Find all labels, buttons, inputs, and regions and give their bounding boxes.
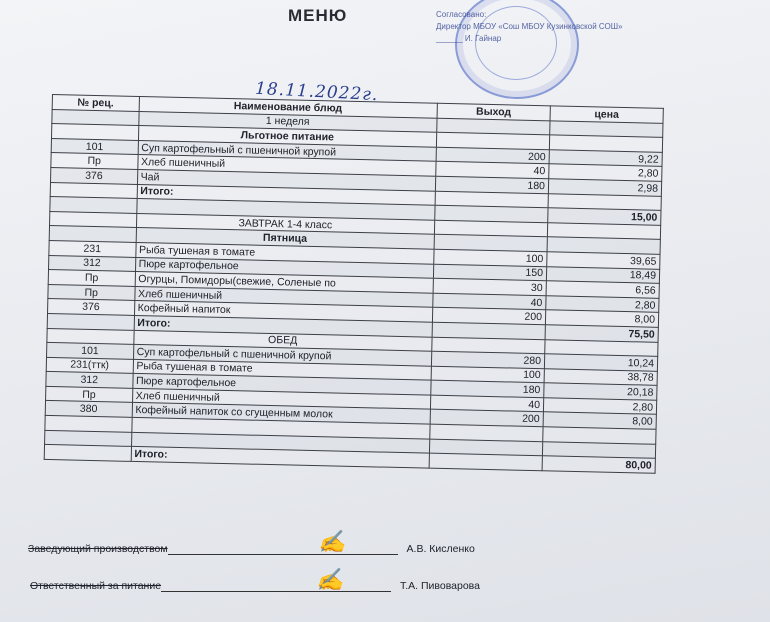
document-title: МЕНЮ [288,6,348,25]
cell-dish-name: 1 неделя [138,111,437,132]
manager-signature-glyph: ✍ [318,530,346,555]
cell-dish-name: Итого: [137,184,436,205]
cell-price: 2,98 [548,179,661,196]
manager-name: А.В. Кисленко [406,543,475,555]
cell-price: 15,00 [548,208,661,225]
handwritten-date: 18.11.2022г. [254,78,379,106]
manager-label: Заведующий производством [28,543,168,555]
cell-recipe-no [44,445,131,462]
cell-dish-name: ОБЕД [133,330,432,351]
cell-portion: 150 [433,264,546,281]
cell-portion: 280 [431,351,544,368]
responsible-label: Ответственный за питание [30,580,162,592]
column-header-price: цена [550,106,663,123]
cell-price: 10,24 [544,354,657,371]
cell-dish-name: Огурцы, Помидоры(свежие, Соленые по [135,272,434,293]
cell-dish-name: Чай [137,169,436,190]
cell-price: 38,78 [544,368,657,385]
cell-dish-name: Пюре картофельное [132,374,431,395]
cell-price: 2,80 [549,164,662,181]
cell-recipe-no: 231 [49,240,136,257]
column-header-dish-name: Наименование блюд [139,96,438,117]
column-header-portion: Выход [437,103,550,120]
cell-portion: 200 [436,147,549,164]
responsible-signature-glyph: ✍ [316,568,344,593]
menu-table [44,94,664,474]
cell-price: 20,18 [544,383,657,400]
cell-portion: 100 [434,249,547,266]
cell-portion: 40 [433,293,546,310]
cell-recipe-no: 380 [45,401,132,418]
cell-dish-name: Итого: [134,315,433,336]
signature-row-responsible [30,580,480,592]
cell-dish-name: Пюре картофельное [135,257,434,278]
cell-price: 9,22 [549,150,662,167]
cell-dish-name: Пятница [136,228,435,249]
cell-portion: 180 [435,176,548,193]
cell-dish-name: Хлеб пшеничный [132,388,431,409]
cell-recipe-no: 376 [48,299,135,316]
cell-dish-name: Рыба тушеная в томате [135,242,434,263]
cell-dish-name: Кофейный напиток со сгущенным молок [132,403,431,424]
cell-price: 2,80 [543,398,656,415]
cell-recipe-no: Пр [48,284,135,301]
cell-recipe-no: Пр [48,270,135,287]
cell-dish-name: Льготное питание [138,126,437,147]
approval-line-1: Согласовано: [436,10,487,19]
cell-dish-name: Кофейный напиток [134,301,433,322]
cell-price: 6,56 [546,281,659,298]
manager-signature-line [168,544,398,555]
cell-dish-name: Хлеб пшеничный [134,286,433,307]
cell-portion: 100 [431,366,544,383]
cell-portion: 180 [431,380,544,397]
cell-dish-name: Суп картофельный с пшеничной крупой [138,140,437,161]
signature-row-manager [28,543,475,555]
cell-portion [429,453,542,470]
cell-price: 18,49 [546,266,659,283]
cell-portion: 200 [430,410,543,427]
cell-price: 75,50 [545,325,658,342]
cell-dish-name: ЗАВТРАК 1-4 класс [136,213,435,234]
cell-recipe-no: 231(ттк) [46,357,133,374]
cell-price: 2,80 [546,295,659,312]
cell-recipe-no: Пр [46,386,133,403]
cell-price: 39,65 [547,252,660,269]
cell-dish-name: Суп картофельный с пшеничной крупой [133,345,432,366]
cell-portion: 40 [436,162,549,179]
cell-dish-name: Итого: [131,447,430,468]
menu-table-body [44,109,663,473]
cell-recipe-no: 101 [51,138,138,155]
cell-portion: 30 [433,278,546,295]
cell-dish-name: Хлеб пшеничный [137,155,436,176]
column-header-recipe-no: № рец. [52,95,139,112]
menu-table-wrapper [41,94,692,596]
cell-recipe-no: Пр [51,153,138,170]
cell-portion: 200 [432,308,545,325]
cell-portion: 40 [430,395,543,412]
cell-recipe-no: 101 [47,343,134,360]
cell-price: 8,00 [543,412,656,429]
cell-dish-name: Рыба тушеная в томате [133,359,432,380]
responsible-signature-line [161,581,391,592]
cell-recipe-no: 312 [49,255,136,272]
approval-block [436,9,736,45]
cell-price: 8,00 [545,310,658,327]
responsible-name: Т.А. Пивоварова [399,580,480,592]
approval-line-3: ______ И. Гайнар [436,34,502,43]
cell-price: 80,00 [542,456,655,473]
approval-line-2: Директор МБОУ «Сош МБОУ Кузинковской СОШ» [436,22,623,31]
cell-recipe-no: 312 [46,372,133,389]
cell-recipe-no: 376 [51,167,138,184]
